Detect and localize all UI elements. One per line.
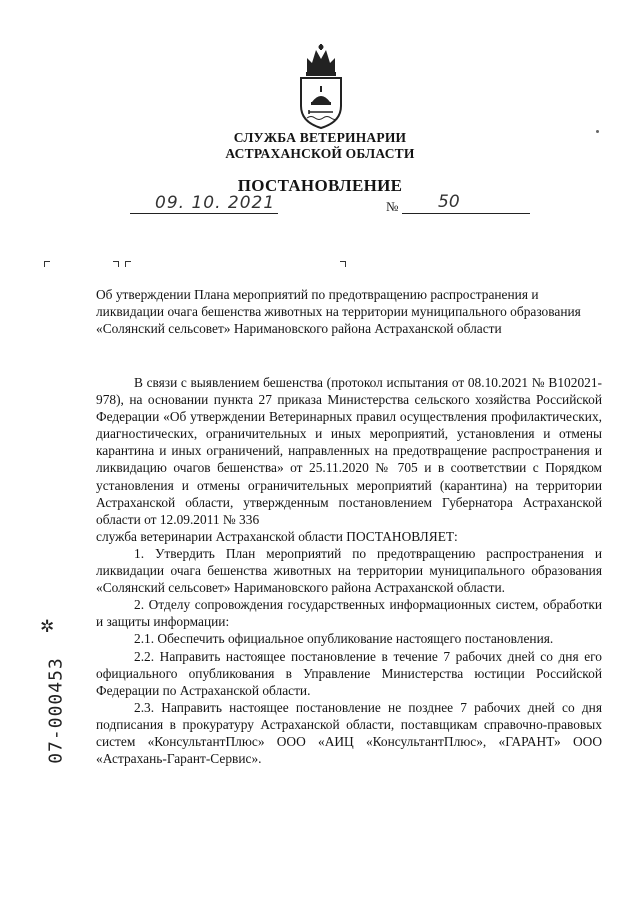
item-2-1: 2.1. Обеспечить официальное опубликование настоящего постановления.	[134, 631, 554, 647]
organization-name-line2: АСТРАХАНСКОЙ ОБЛАСТИ	[225, 146, 415, 161]
astrakhan-coat-of-arms-icon	[295, 42, 347, 130]
organization-name-line1: СЛУЖБА ВЕТЕРИНАРИИ	[233, 130, 407, 145]
document-number: 50	[438, 192, 460, 212]
decree-line: служба ветеринарии Астраханской области ПОСТАНОВЛЯЕТ:	[96, 528, 458, 544]
preamble-paragraph: В связи с выявлением бешенства (протокол испытания от 08.10.2021 № В102021-978), на основании пункта 27 приказа Министерства сельского хозяйства Российской Федерации «Об утверждении Ветеринарных правил осуществления профилактических, диагностических, ограничительных и иных мероприятий, установления и отмены карантина и иных ограничений, направленных на предотвращение распространения и ликвидацию очагов бешенства» от 25.11.2020 № 705 и в соответствии с Порядком установления и отмены ограничительных мероприятий (карантина) на территории Астраханской области, утвержденным постановлением Губернатора Астраханской области от 12.09.2011 № 336	[96, 375, 602, 527]
stamp-symbol: ✲	[40, 617, 55, 636]
number-label: №	[386, 199, 399, 214]
scan-dot	[596, 130, 599, 133]
date-underline	[130, 213, 278, 214]
document-subject: Об утверждении Плана мероприятий по предотвращению распространения и ликвидации очага бешенства животных на территории муниципального образования «Солянский сельсовет» Наримановского района Астраханской области	[96, 287, 581, 337]
corner-mark	[340, 261, 346, 267]
document-body	[96, 374, 602, 767]
document-date: 09. 10. 2021	[155, 193, 276, 213]
registration-stamp-number: 07-000453	[45, 657, 67, 764]
item-2: 2. Отделу сопровождения государственных информационных систем, обработки и защиты информации:	[96, 597, 602, 630]
number-underline	[402, 213, 530, 214]
corner-mark	[44, 261, 50, 267]
item-2-3: 2.3. Направить настоящее постановление не позднее 7 рабочих дней со дня подписания в прокуратуру Астраханской области, поставщикам справочно-правовых систем «КонсультантПлюс» ООО «АИЦ «КонсультантПлюс», «ГАРАНТ» ООО «Астрахань-Гарант-Сервис».	[96, 699, 602, 767]
item-1: 1. Утвердить План мероприятий по предотвращению распространения и ликвидации очага бешенства животных на территории муниципального образования «Солянский сельсовет» Наримановского района Астраханской области.	[96, 545, 602, 596]
item-2-2: 2.2. Направить настоящее постановление в течение 7 рабочих дней со дня его официального опубликования в Управление Министерства юстиции Российской Федерации по Астраханской области.	[96, 648, 602, 698]
corner-mark	[125, 261, 131, 267]
document-type-title: ПОСТАНОВЛЕНИЕ	[237, 176, 403, 195]
corner-mark	[113, 261, 119, 267]
